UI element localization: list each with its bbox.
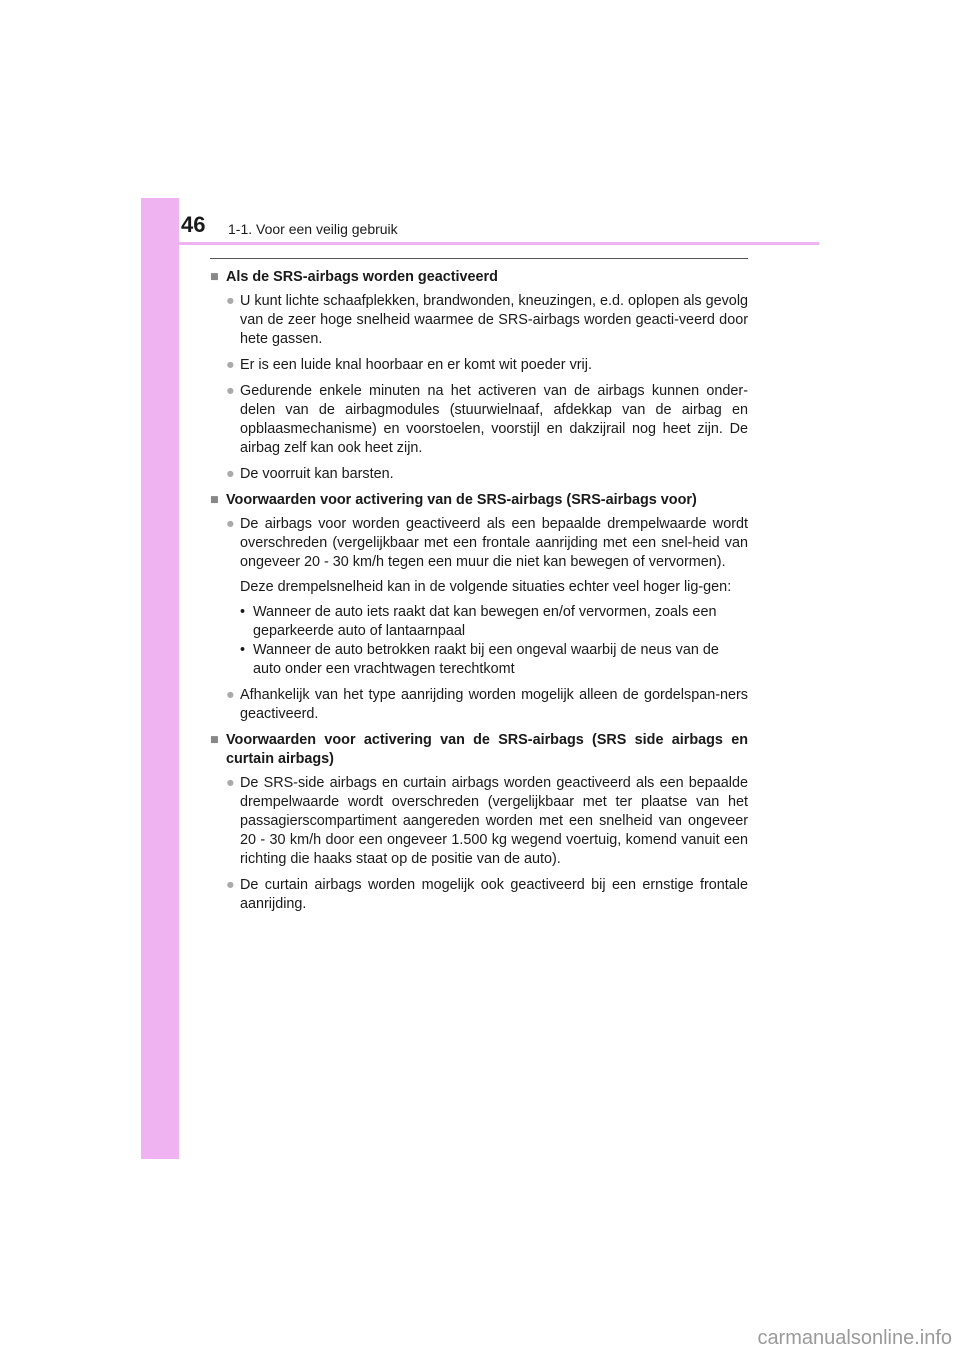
list-item: ● U kunt lichte schaafplekken, brandwonden, kneuzingen, e.d. oplopen als gevolg van de zeer hoge snelheid waarmee de SRS-airbags worden geacti-veerd door hete gassen. [226, 293, 749, 347]
circle-bullet-icon: ● [226, 357, 235, 373]
list-item: ● Gedurende enkele minuten na het activeren van de airbags kunnen onder-delen van de airbagmodules (stuurwielnaaf, afdekkap van de airbag en opblaasmechanisme) en voorstoelen, voorstijl en dakzijrail nog heet zijn. De airbag zelf kan ook heet zijn. [226, 383, 748, 456]
circle-bullet-icon: ● [226, 516, 235, 532]
square-bullet-icon: ■ [210, 492, 219, 508]
circle-bullet-icon: ● [226, 877, 235, 893]
dot-marker-icon: • [240, 604, 246, 620]
side-color-band [141, 198, 179, 1159]
circle-bullet-icon: ● [226, 383, 235, 399]
circle-bullet-icon: ● [226, 466, 235, 482]
list-item: ● De SRS-side airbags en curtain airbags worden geactiveerd als een bepaalde drempelwaarde wordt overschreden (vergelijkbaar met ter plaatse van het passagierscompartiment aangereden worden met een snelheid van ongeveer 20 - 30 km/h door een ongeveer 1.500 kg wegend voertuig, komend vanuit een richting die haaks staat op de positie van de auto). [226, 775, 748, 867]
circle-bullet-icon: ● [226, 293, 235, 309]
circle-bullet-icon: ● [226, 775, 235, 791]
page-number: 46 [181, 212, 206, 237]
section-heading: ■ Voorwaarden voor activering van de SRS-airbags (SRS-airbags voor) [210, 492, 697, 508]
list-item: ● Er is een luide knal hoorbaar en er komt wit poeder vrij. [226, 357, 592, 373]
dash-item: • Wanneer de auto betrokken raakt bij een ongeval waarbij de neus van de auto onder een vrachtwagen terechtkomt [240, 642, 719, 677]
section-heading: ■ Als de SRS-airbags worden geactiveerd [210, 269, 498, 285]
circle-bullet-icon: ● [226, 687, 235, 703]
section-divider [210, 258, 748, 259]
square-bullet-icon: ■ [210, 732, 219, 748]
watermark: carmanualsonline.info [757, 1327, 952, 1349]
list-item: ● De voorruit kan barsten. [226, 466, 394, 482]
square-bullet-icon: ■ [210, 269, 219, 285]
list-item: ● De airbags voor worden geactiveerd als een bepaalde drempelwaarde wordt overschreden (vergelijkbaar met een frontale aanrijding met een snel-heid van ongeveer 20 - 30 km/h tegen een muur die niet kan bewegen of vervormen). [226, 516, 748, 570]
dot-marker-icon: • [240, 642, 246, 658]
dash-item: • Wanneer de auto iets raakt dat kan bewegen en/of vervormen, zoals een geparkeerde auto of lantaarnpaal [240, 604, 717, 639]
section-heading: ■ Voorwaarden voor activering van de SRS-airbags (SRS side airbags en curtain airbags) [210, 732, 748, 767]
chapter-title: 1-1. Voor een veilig gebruik [228, 221, 398, 237]
list-item: ● De curtain airbags worden mogelijk ook geactiveerd bij een ernstige frontale aanrijding. [226, 877, 748, 912]
sub-paragraph: Deze drempelsnelheid kan in de volgende situaties echter veel hoger lig-gen: [240, 579, 732, 595]
page-content [210, 265, 748, 921]
list-item: ● Afhankelijk van het type aanrijding worden mogelijk alleen de gordelspan-ners geactiveerd. [226, 687, 748, 722]
